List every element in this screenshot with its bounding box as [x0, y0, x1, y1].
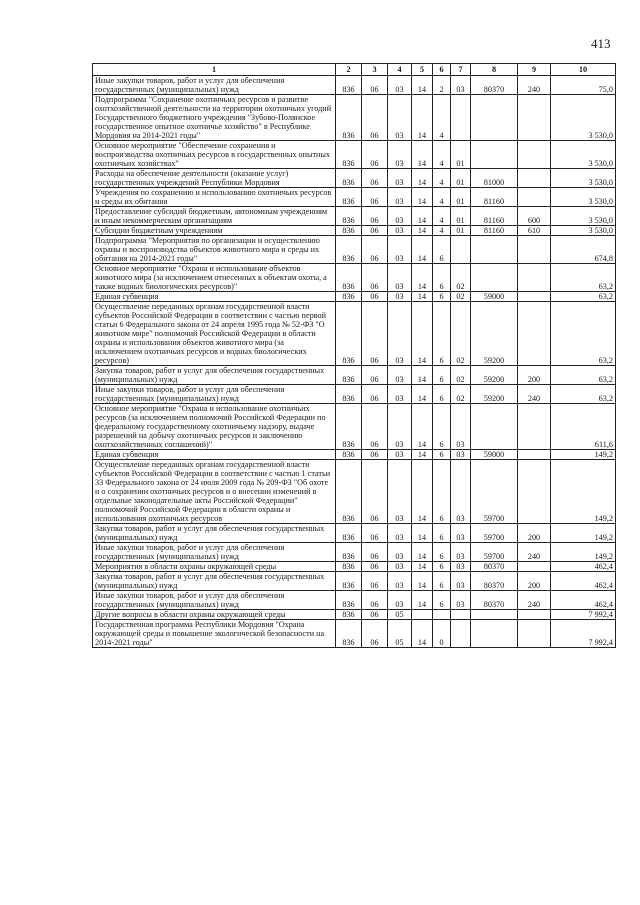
subsection-code: 03: [388, 366, 412, 385]
column-header-7: 7: [451, 64, 471, 76]
row-name: Основное мероприятие "Обеспечение сохранения и воспроизводства охотничьих ресурсов в государственных опытных охотничьих хозяйствах": [93, 141, 336, 169]
measure-code: 03: [451, 543, 471, 562]
section-code: 06: [362, 188, 388, 207]
amount: 149,2: [551, 543, 616, 562]
measure-code: 02: [451, 264, 471, 292]
direction-code: 80370: [471, 572, 518, 591]
direction-code: 80370: [471, 76, 518, 95]
subprogram-code: 4: [433, 188, 451, 207]
table-row: [93, 236, 616, 264]
program-code: 14: [412, 543, 433, 562]
table-row: [93, 366, 616, 385]
direction-code: 59000: [471, 292, 518, 302]
subprogram-code: 0: [433, 620, 451, 648]
row-name: Другие вопросы в области охраны окружающей среды: [93, 610, 336, 620]
measure-code: 03: [451, 404, 471, 450]
table-row: [93, 292, 616, 302]
amount: 7 992,4: [551, 610, 616, 620]
table-row: [93, 226, 616, 236]
subprogram-code: 6: [433, 460, 451, 524]
table-body: [93, 76, 616, 648]
row-name: Иные закупки товаров, работ и услуг для обеспечения государственных (муниципальных) нужд: [93, 543, 336, 562]
measure-code: [451, 236, 471, 264]
table-row: [93, 169, 616, 188]
page-number: 413: [591, 36, 611, 51]
measure-code: 03: [451, 572, 471, 591]
amount: 3 530,0: [551, 169, 616, 188]
direction-code: [471, 620, 518, 648]
column-header-9: 9: [518, 64, 551, 76]
program-code: 14: [412, 76, 433, 95]
row-name: Единая субвенция: [93, 292, 336, 302]
direction-code: 81160: [471, 188, 518, 207]
expense-type-code: [518, 95, 551, 141]
measure-code: 03: [451, 450, 471, 460]
subprogram-code: 2: [433, 76, 451, 95]
row-name: Субсидии бюджетным учреждениям: [93, 226, 336, 236]
subsection-code: 03: [388, 95, 412, 141]
subsection-code: 03: [388, 236, 412, 264]
measure-code: 03: [451, 591, 471, 610]
amount: 63,2: [551, 264, 616, 292]
expense-type-code: [518, 292, 551, 302]
subprogram-code: 6: [433, 524, 451, 543]
section-code: 06: [362, 385, 388, 404]
expense-type-code: [518, 169, 551, 188]
row-name: Мероприятия в области охраны окружающей среды: [93, 562, 336, 572]
subprogram-code: [433, 610, 451, 620]
table-row: [93, 562, 616, 572]
admin-code: 836: [336, 591, 362, 610]
table-header-row: [93, 64, 616, 76]
section-code: 06: [362, 169, 388, 188]
row-name: Иные закупки товаров, работ и услуг для обеспечения государственных (муниципальных) нужд: [93, 591, 336, 610]
subsection-code: 03: [388, 460, 412, 524]
program-code: 14: [412, 572, 433, 591]
amount: 462,4: [551, 591, 616, 610]
amount: 63,2: [551, 292, 616, 302]
section-code: 06: [362, 404, 388, 450]
section-code: 06: [362, 141, 388, 169]
table-row: [93, 95, 616, 141]
program-code: 14: [412, 292, 433, 302]
budget-table: [92, 63, 616, 648]
measure-code: 02: [451, 385, 471, 404]
subsection-code: 03: [388, 543, 412, 562]
admin-code: 836: [336, 524, 362, 543]
table-row: [93, 610, 616, 620]
measure-code: [451, 610, 471, 620]
subprogram-code: 6: [433, 302, 451, 366]
admin-code: 836: [336, 141, 362, 169]
direction-code: [471, 610, 518, 620]
admin-code: 836: [336, 610, 362, 620]
table-row: [93, 385, 616, 404]
program-code: 14: [412, 302, 433, 366]
section-code: 06: [362, 610, 388, 620]
admin-code: 836: [336, 264, 362, 292]
admin-code: 836: [336, 236, 362, 264]
amount: 3 530,0: [551, 95, 616, 141]
direction-code: 81160: [471, 226, 518, 236]
column-header-3: 3: [362, 64, 388, 76]
column-header-1: 1: [93, 64, 336, 76]
amount: 462,4: [551, 562, 616, 572]
subsection-code: 03: [388, 385, 412, 404]
table-row: [93, 302, 616, 366]
measure-code: 03: [451, 562, 471, 572]
table-row: [93, 524, 616, 543]
row-name: Основное мероприятие "Охрана и использование охотничьих ресурсов (за исключением полномочий Российской Федерации по федеральному государственному охотничьему надзору, выдаче разрешений на добычу охотничьих ресурсов и заключению охотхозяйственных соглашений)": [93, 404, 336, 450]
direction-code: 59200: [471, 302, 518, 366]
amount: 3 530,0: [551, 188, 616, 207]
program-code: [412, 610, 433, 620]
expense-type-code: [518, 620, 551, 648]
subsection-code: 03: [388, 404, 412, 450]
section-code: 06: [362, 620, 388, 648]
amount: 149,2: [551, 450, 616, 460]
amount: 63,2: [551, 385, 616, 404]
column-header-4: 4: [388, 64, 412, 76]
expense-type-code: 600: [518, 207, 551, 226]
direction-code: 59700: [471, 524, 518, 543]
amount: 611,6: [551, 404, 616, 450]
subprogram-code: 6: [433, 591, 451, 610]
program-code: 14: [412, 141, 433, 169]
expense-type-code: [518, 236, 551, 264]
section-code: 06: [362, 302, 388, 366]
amount: 149,2: [551, 460, 616, 524]
measure-code: [451, 620, 471, 648]
subprogram-code: 6: [433, 562, 451, 572]
expense-type-code: [518, 460, 551, 524]
section-code: 06: [362, 292, 388, 302]
expense-type-code: [518, 302, 551, 366]
expense-type-code: 200: [518, 524, 551, 543]
admin-code: 836: [336, 207, 362, 226]
measure-code: 01: [451, 169, 471, 188]
admin-code: 836: [336, 543, 362, 562]
expense-type-code: [518, 188, 551, 207]
table-row: [93, 450, 616, 460]
amount: 75,0: [551, 76, 616, 95]
direction-code: 59200: [471, 385, 518, 404]
admin-code: 836: [336, 95, 362, 141]
direction-code: [471, 404, 518, 450]
subprogram-code: 6: [433, 385, 451, 404]
expense-type-code: [518, 141, 551, 169]
section-code: 06: [362, 207, 388, 226]
subsection-code: 05: [388, 620, 412, 648]
amount: 3 530,0: [551, 141, 616, 169]
subsection-code: 03: [388, 591, 412, 610]
program-code: 14: [412, 450, 433, 460]
subprogram-code: 6: [433, 366, 451, 385]
admin-code: 836: [336, 169, 362, 188]
subsection-code: 03: [388, 264, 412, 292]
subprogram-code: 6: [433, 236, 451, 264]
measure-code: 01: [451, 207, 471, 226]
section-code: 06: [362, 236, 388, 264]
measure-code: 03: [451, 76, 471, 95]
program-code: 14: [412, 591, 433, 610]
column-header-2: 2: [336, 64, 362, 76]
section-code: 06: [362, 366, 388, 385]
direction-code: 80370: [471, 591, 518, 610]
admin-code: 836: [336, 188, 362, 207]
table-row: [93, 572, 616, 591]
measure-code: 03: [451, 524, 471, 543]
subsection-code: 03: [388, 302, 412, 366]
subsection-code: 05: [388, 610, 412, 620]
table-row: [93, 404, 616, 450]
column-header-6: 6: [433, 64, 451, 76]
admin-code: 836: [336, 302, 362, 366]
row-name: Закупка товаров, работ и услуг для обеспечения государственных (муниципальных) нужд: [93, 524, 336, 543]
subprogram-code: 4: [433, 226, 451, 236]
section-code: 06: [362, 264, 388, 292]
admin-code: 836: [336, 450, 362, 460]
expense-type-code: 240: [518, 591, 551, 610]
direction-code: [471, 264, 518, 292]
section-code: 06: [362, 543, 388, 562]
direction-code: [471, 236, 518, 264]
measure-code: 02: [451, 302, 471, 366]
column-header-10: 10: [551, 64, 616, 76]
program-code: 14: [412, 226, 433, 236]
subsection-code: 03: [388, 226, 412, 236]
direction-code: 59700: [471, 460, 518, 524]
expense-type-code: 240: [518, 385, 551, 404]
measure-code: 02: [451, 366, 471, 385]
admin-code: 836: [336, 292, 362, 302]
row-name: Подпрограмма "Сохранение охотничьих ресурсов и развитие охотхозяйственной деятельности на территории охотничьих угодий Государственного бюджетного учреждения "Зубово-Полянское государственное опытное охотничье хозяйство" в Республике Мордовия на 2014-2021 годы": [93, 95, 336, 141]
admin-code: 836: [336, 460, 362, 524]
row-name: Иные закупки товаров, работ и услуг для обеспечения государственных (муниципальных) нужд: [93, 76, 336, 95]
section-code: 06: [362, 591, 388, 610]
subprogram-code: 6: [433, 543, 451, 562]
program-code: 14: [412, 264, 433, 292]
measure-code: 02: [451, 292, 471, 302]
admin-code: 836: [336, 404, 362, 450]
direction-code: 59700: [471, 543, 518, 562]
direction-code: 59200: [471, 366, 518, 385]
program-code: 14: [412, 385, 433, 404]
admin-code: 836: [336, 76, 362, 95]
subsection-code: 03: [388, 524, 412, 543]
table-row: [93, 188, 616, 207]
subsection-code: 03: [388, 292, 412, 302]
amount: 674,8: [551, 236, 616, 264]
amount: 3 530,0: [551, 226, 616, 236]
table-row: [93, 543, 616, 562]
expense-type-code: [518, 404, 551, 450]
program-code: 14: [412, 620, 433, 648]
program-code: 14: [412, 188, 433, 207]
subsection-code: 03: [388, 207, 412, 226]
section-code: 06: [362, 226, 388, 236]
row-name: Расходы на обеспечение деятельности (оказание услуг) государственных учреждений Республики Мордовия: [93, 169, 336, 188]
amount: 462,4: [551, 572, 616, 591]
direction-code: [471, 141, 518, 169]
section-code: 06: [362, 562, 388, 572]
direction-code: [471, 95, 518, 141]
row-name: Основное мероприятие "Охрана и использование объектов животного мира (за исключением отнесенных к объектам охоты, а также водных биологических ресурсов)": [93, 264, 336, 292]
subprogram-code: 6: [433, 572, 451, 591]
direction-code: 81160: [471, 207, 518, 226]
row-name: Единая субвенция: [93, 450, 336, 460]
program-code: 14: [412, 95, 433, 141]
subprogram-code: 4: [433, 95, 451, 141]
measure-code: 03: [451, 460, 471, 524]
subsection-code: 03: [388, 572, 412, 591]
admin-code: 836: [336, 572, 362, 591]
subprogram-code: 4: [433, 141, 451, 169]
section-code: 06: [362, 95, 388, 141]
table-row: [93, 207, 616, 226]
admin-code: 836: [336, 620, 362, 648]
section-code: 06: [362, 450, 388, 460]
admin-code: 836: [336, 366, 362, 385]
amount: 3 530,0: [551, 207, 616, 226]
column-header-5: 5: [412, 64, 433, 76]
row-name: Закупка товаров, работ и услуг для обеспечения государственных (муниципальных) нужд: [93, 572, 336, 591]
subprogram-code: 6: [433, 264, 451, 292]
row-name: Подпрограмма "Мероприятия по организации и осуществлению охраны и воспроизводства объектов животного мира и среды их обитания на 2014-2021 годы": [93, 236, 336, 264]
admin-code: 836: [336, 226, 362, 236]
expense-type-code: 610: [518, 226, 551, 236]
admin-code: 836: [336, 562, 362, 572]
expense-type-code: [518, 562, 551, 572]
subprogram-code: 4: [433, 169, 451, 188]
section-code: 06: [362, 572, 388, 591]
program-code: 14: [412, 236, 433, 264]
measure-code: 01: [451, 188, 471, 207]
section-code: 06: [362, 524, 388, 543]
table-row: [93, 460, 616, 524]
amount: 63,2: [551, 302, 616, 366]
expense-type-code: 200: [518, 366, 551, 385]
expense-type-code: 240: [518, 543, 551, 562]
column-header-8: 8: [471, 64, 518, 76]
expense-type-code: [518, 264, 551, 292]
table-row: [93, 591, 616, 610]
program-code: 14: [412, 460, 433, 524]
expense-type-code: 240: [518, 76, 551, 95]
amount: 63,2: [551, 366, 616, 385]
amount: 149,2: [551, 524, 616, 543]
program-code: 14: [412, 562, 433, 572]
subsection-code: 03: [388, 562, 412, 572]
section-code: 06: [362, 460, 388, 524]
direction-code: 59000: [471, 450, 518, 460]
program-code: 14: [412, 169, 433, 188]
subsection-code: 03: [388, 169, 412, 188]
direction-code: 81000: [471, 169, 518, 188]
program-code: 14: [412, 207, 433, 226]
row-name: Иные закупки товаров, работ и услуг для обеспечения государственных (муниципальных) нужд: [93, 385, 336, 404]
expense-type-code: [518, 450, 551, 460]
row-name: Закупка товаров, работ и услуг для обеспечения государственных (муниципальных) нужд: [93, 366, 336, 385]
measure-code: 01: [451, 226, 471, 236]
program-code: 14: [412, 404, 433, 450]
section-code: 06: [362, 76, 388, 95]
row-name: Осуществление переданных органам государственной власти субъектов Российской Федерации в соответствии с частью 1 статьи 33 Федерального закона от 24 июля 2009 года № 209-ФЗ "Об охоте и о сохранении охотничьих ресурсов и о внесении изменений в отдельные законодательные акты Российской Федерации" полномочий Российской Федерации в области охраны и использования охотничьих ресурсов: [93, 460, 336, 524]
table-row: [93, 264, 616, 292]
admin-code: 836: [336, 385, 362, 404]
program-code: 14: [412, 366, 433, 385]
expense-type-code: 200: [518, 572, 551, 591]
subsection-code: 03: [388, 76, 412, 95]
row-name: Государственная программа Республики Мордовия "Охрана окружающей среды и повышение экологической безопасности на 2014-2021 годы": [93, 620, 336, 648]
amount: 7 992,4: [551, 620, 616, 648]
table-row: [93, 141, 616, 169]
program-code: 14: [412, 524, 433, 543]
subsection-code: 03: [388, 188, 412, 207]
row-name: Предоставление субсидий бюджетным, автономным учреждениям и иным некоммерческим организациям: [93, 207, 336, 226]
subprogram-code: 6: [433, 292, 451, 302]
row-name: Осуществление переданных органам государственной власти субъектов Российской Федерации в соответствии с частью первой статьи 6 Федерального закона от 24 апреля 1995 года № 52-ФЗ "О животном мире" полномочий Российской Федерации в области охраны и использования объектов животного мира (за исключением охотничьих ресурсов и водных биологических ресурсов): [93, 302, 336, 366]
table-row: [93, 76, 616, 95]
table-row: [93, 620, 616, 648]
subprogram-code: 4: [433, 207, 451, 226]
measure-code: [451, 95, 471, 141]
measure-code: 01: [451, 141, 471, 169]
subprogram-code: 6: [433, 404, 451, 450]
subsection-code: 03: [388, 450, 412, 460]
subsection-code: 03: [388, 141, 412, 169]
subprogram-code: 6: [433, 450, 451, 460]
direction-code: 80370: [471, 562, 518, 572]
row-name: Учреждения по сохранению и использованию охотничьих ресурсов и среды их обитания: [93, 188, 336, 207]
expense-type-code: [518, 610, 551, 620]
